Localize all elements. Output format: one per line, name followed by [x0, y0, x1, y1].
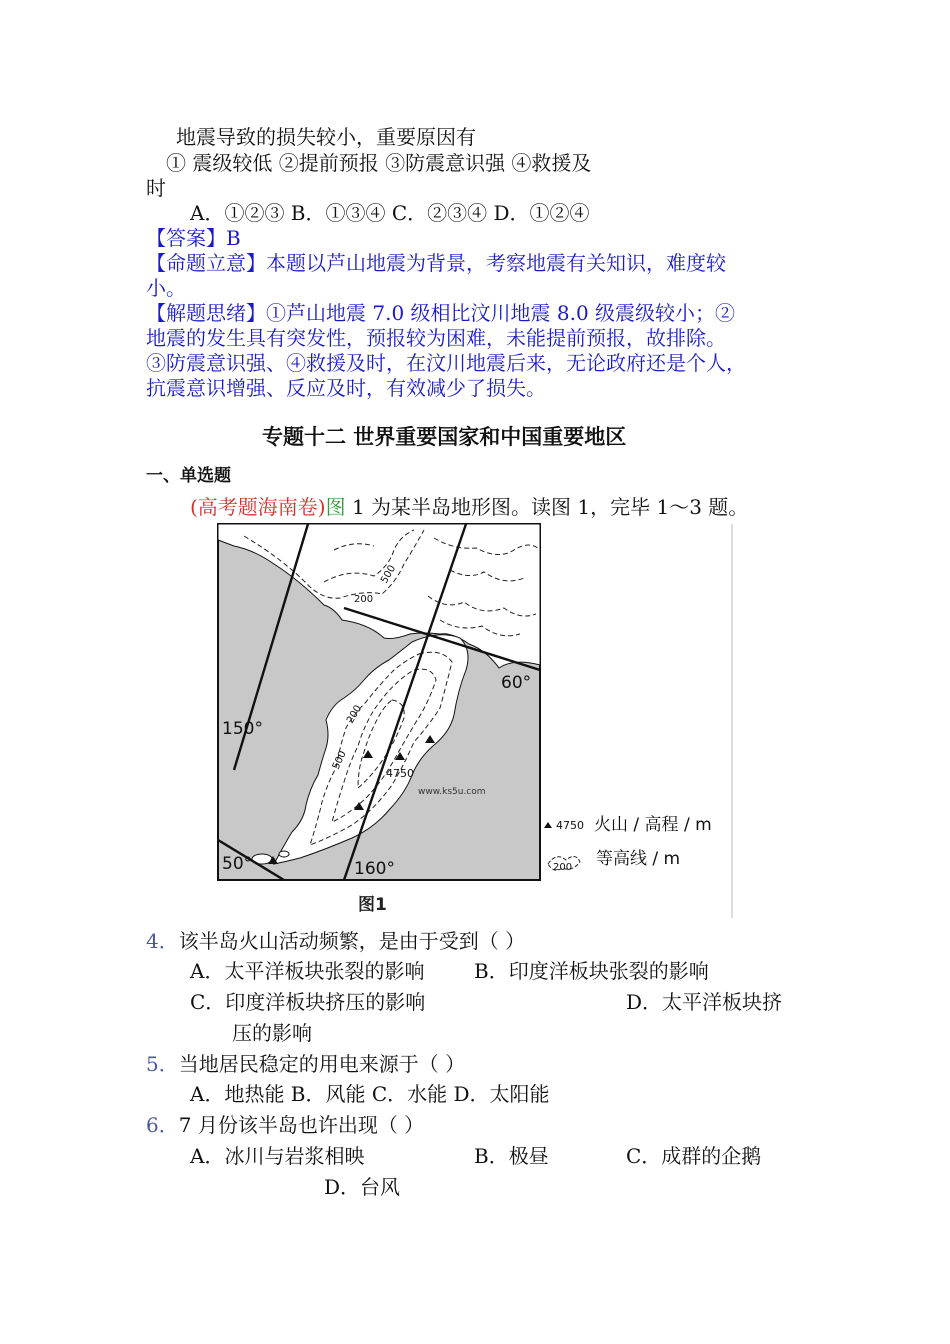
q5-stem-line [146, 1051, 465, 1077]
q4-option-b: B．印度洋板块张裂的影响 [474, 959, 709, 983]
q4-option-a: A．太平洋板块张裂的影响 [190, 959, 425, 983]
analysis-line-3: ③防震意识强、④救援及时，在汶川地震后来，无论政府还是个人， [146, 351, 746, 375]
intent-line-1: 【命题立意】本题以芦山地震为背景，考察地震有关知识，难度较 [146, 251, 726, 275]
q5-choices: A．地热能 B．风能 C．水能 D．太阳能 [190, 1082, 550, 1106]
lat-60-label: 60° [501, 673, 532, 693]
island [279, 851, 289, 857]
prev-question-options-wrap: 时 [146, 176, 166, 200]
section-title: 专题十二 世界重要国家和中国重要地区 [262, 425, 627, 449]
contour-label: 500 [330, 749, 349, 772]
intro-figref: 图 [325, 495, 346, 519]
analysis-line-4: 抗震意识增强、反应及时，有效减少了损失。 [146, 376, 546, 400]
legend-volcano-value: 4750 [556, 819, 584, 832]
q4-option-c: C．印度洋板块挤压的影响 [190, 990, 426, 1014]
q6-number: 6． [146, 1113, 179, 1137]
analysis-line-1: 【解题思绪】①芦山地震 7.0 级相比汶川地震 8.0 级震级较小；② [146, 301, 736, 325]
q6-option-b: B．极昼 [474, 1144, 549, 1168]
legend-volcano-text: 火山 / 高程 / m [594, 815, 712, 835]
prev-question-stem: 地震导致的损失较小，重要原因有 [176, 125, 476, 149]
peninsula-map [214, 520, 739, 920]
analysis-line-2: 地震的发生具有突发性，预报较为困难，未能提前预报，故排除。 [146, 326, 726, 350]
q4-stem-line [146, 928, 525, 954]
legend-contour-value: 200 [553, 862, 573, 873]
legend-contour-text: 等高线 / m [596, 849, 681, 869]
q6-option-d: D．台风 [324, 1175, 401, 1199]
prev-question-choices: A．①②③ B．①③④ C．②③④ D．①②④ [190, 201, 590, 225]
q6-stem-line [146, 1112, 424, 1138]
q5-number: 5． [146, 1052, 179, 1076]
q4-number: 4． [146, 929, 179, 953]
lon-160-label: 160° [354, 859, 395, 879]
watermark: www.ks5u.com [418, 787, 486, 797]
q4-stem: 该半岛火山活动频繁，是由于受到（ ） [178, 929, 526, 953]
lon-150-label: 150° [222, 719, 263, 739]
q6-option-c: C．成群的企鹅 [626, 1144, 762, 1168]
q6-stem: 7 月份该半岛也许出现（ ） [178, 1113, 425, 1137]
q5-stem: 当地居民稳定的用电来源于（ ） [178, 1052, 466, 1076]
prev-question-options: ① 震级较低 ②提前预报 ③防震意识强 ④救援及 [166, 151, 592, 175]
answer-line: 【答案】B [146, 226, 241, 250]
q4-option-d-wrap: 压的影响 [232, 1021, 312, 1045]
intro-line [190, 494, 748, 520]
contour-label: 500 [379, 563, 399, 586]
legend-volcano-icon [544, 822, 552, 828]
contour-label: 200 [345, 703, 365, 726]
intro-source: (高考题海南卷) [190, 495, 326, 519]
intent-line-2: 小。 [146, 276, 186, 300]
intro-text: 1 为某半岛地形图。读图 1，完毕 1～3 题。 [345, 495, 749, 519]
figure-caption: 图1 [358, 895, 387, 915]
elevation-label: 4750 [386, 767, 414, 780]
q6-option-a: A．冰川与岩浆相映 [190, 1144, 365, 1168]
lat-50-label: 50° [222, 854, 253, 874]
subsection-title: 一、单选题 [146, 466, 231, 486]
contour-label: 200 [354, 594, 374, 605]
q4-option-d: D．太平洋板块挤 [626, 990, 783, 1014]
